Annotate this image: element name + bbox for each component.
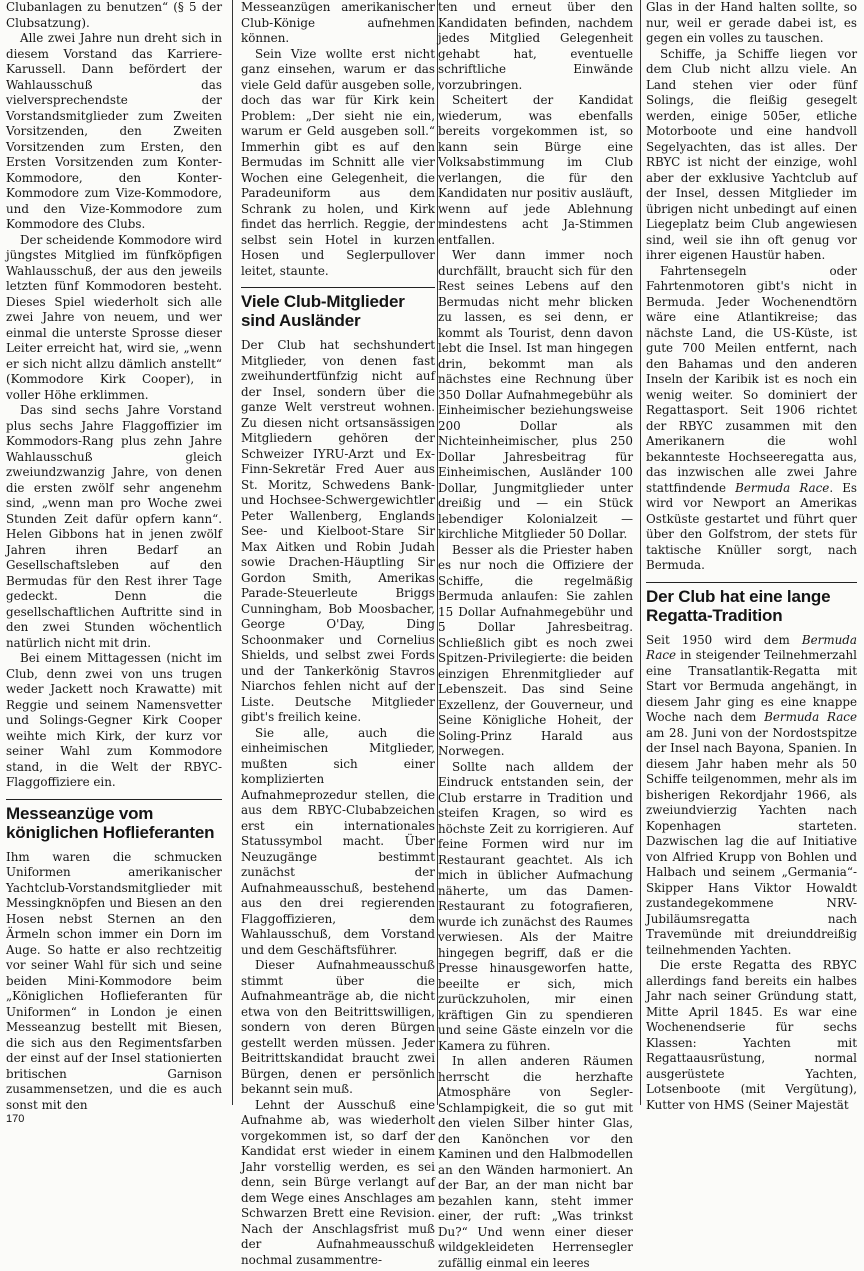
paragraph: Besser als die Priester haben es nur noch die Offiziere der Schiffe, die regelmäßig Bermuda anlaufen: Sie zahlen 15 Dollar Aufnahmegebühr und 5 Dollar Jahresbeitrag. Schließlich gibt es noch zwei Spitzen-Privilegierte: die beiden einzigen Ehrenmitglieder auf Lebenszeit. Das sind Seine Exzellenz, der Gouverneur, und Seine Königliche Hoheit, der Soling-Prinz Harald aus Norwegen.	[438, 542, 633, 758]
paragraph: Ihm waren die schmucken Uniformen amerikanischer Yachtclub-Vorstandsmitglieder mit Messingknöpfen und Biesen an den Hosen nebst Sternen an den Ärmeln schon immer ein Dorn im Auge. So hatte er also rechtzeitig vor seiner Wahl für sich und seine beiden Mini-Kommodore beim „Königlichen Hoflieferanten für Uniformen“ in London je einen Messeanzug bestellt mit Biesen, die sich aus den Regimentsfarben der einst auf der Insel stationierten britischen Garnison zusammensetzen, und die es auch sonst mit den	[6, 849, 222, 1112]
section-heading-block	[6, 799, 222, 842]
paragraph: ten und erneut über den Kandidaten befinden, nachdem jedes Mitglied Gelegenheit gehabt hat, eventuelle schriftliche Einwände vorzubringen.	[438, 0, 633, 92]
paragraph: Glas in der Hand halten sollte, so nur, weil er gerade dabei ist, es gegen ein volles zu tauschen.	[646, 0, 857, 45]
article-column-2	[241, 0, 435, 1268]
italic-title: Bermuda Race	[735, 480, 830, 495]
paragraph: Der Club hat sechshundert Mitglieder, von denen fast zweihundertfünfzig nicht auf der Insel, sondern über die ganze Welt verstreut wohnen. Zu diesen nicht ortsansässigen Mitgliedern gehören der Schweizer IYRU-Arzt und Ex-Finn-Sekretär Fred Auer aus St. Moritz, Schwedens Bank- und Hochsee-Schwergewichtler Peter Wallenberg, Englands See- und Kielboot-Stare Sir Max Aitken und Robin Judah sowie Drachen-Häuptling Sir Gordon Smith, Amerikas Parade-Steuerleute Briggs Cunningham, Bob Moosbacher, George O'Day, Ding Schoonmaker und Cornelius Shields, und selbst zwei Fords und der Tankerkönig Stavros Niarchos fehlen nicht auf der Liste. Deutsche Mitglieder gibt's freilich keine.	[241, 338, 435, 724]
paragraph: Scheitert der Kandidat wiederum, was ebenfalls bereits vorgekommen ist, so kann sein Bürge eine Volksabstimmung im Club verlangen, die für den Kandidaten nur positiv ausläuft, wenn auf jede Ablehnung mindestens acht Ja-Stimmen entfallen.	[438, 93, 633, 247]
article-column-4	[646, 0, 857, 1113]
paragraph: Bei einem Mittagessen (nicht im Club, denn zwei von uns trugen weder Jackett noch Krawatte) mit Reggie und seinem Namensvetter und Solings-Gegner Kirk Cooper weihte mich Kirk, der kurz vor seiner Wahl zum Kommodore stand, in die Welt der RBYC-Flaggoffiziere ein.	[6, 651, 222, 789]
paragraph: Sie alle, auch die einheimischen Mitglieder, mußten sich einer komplizierten Aufnahmeprozedur stellen, die aus dem RBYC-Clubabzeichen erst ein internationales Statussymbol macht. Über Neuzugänge bestimmt zunächst der Aufnahmeausschuß, bestehend aus den drei regierenden Flaggoffizieren, dem Wahlausschuß, dem Vorstand und dem Geschäftsführer.	[241, 725, 435, 957]
section-heading-block	[646, 582, 857, 625]
paragraph: Wer dann immer noch durchfällt, braucht sich für den Rest seines Lebens auf den Bermudas nicht mehr blicken zu lassen, es sei denn, er kommt als Tourist, denn davon lebt die Insel. Ist man hingegen drin, bekommt man als nächstes eine Rechnung über 350 Dollar Aufnahmegebühr als Einheimischer beziehungsweise 200 Dollar als Nichteinheimischer, plus 250 Dollar Jahresbeitrag für Einheimischen, Ausländer 100 Dollar, Jungmitglieder unter dreißig und — ein Stück lebendiger Kolonialzeit — kirchliche Mitglieder 50 Dollar.	[438, 248, 633, 541]
paragraph: Messeanzügen amerikanischer Club-Könige aufnehmen können.	[241, 0, 435, 45]
paragraph: Schiffe, ja Schiffe liegen vor dem Club nicht allzu viele. An Land stehen vier oder fünf Solings, die fleißig gesegelt werden, einige 505er, etliche Motorboote und eine handvoll Segelyachten, das ist alles. Der RBYC ist nicht der einzige, wohl aber der exklusive Yachtclub auf der Insel, dessen Mitglieder im übrigen nicht unbedingt auf einen Liegeplatz beim Club angewiesen sind, weil sie ihn oft genug vor ihrer eigenen Haustür haben.	[646, 46, 857, 262]
italic-title: Bermuda Race	[646, 632, 857, 662]
paragraph: In allen anderen Räumen herrscht die herzhafte Atmosphäre von Segler-Schlampigkeit, die so gut mit den vielen Silber hinter Glas, den Kanönchen vor den Kaminen und den Halbmodellen an den Wänden harmoniert. An der Bar, an der man nicht bar bezahlen kann, steht immer einer, der ruft: „Was trinkst Du?“ Und wenn einer dieser wildgekleideten Herrensegler zufällig einmal ein leeres	[438, 1054, 633, 1270]
section-heading: Messeanzüge vom königlichen Hoflieferanten	[6, 803, 215, 842]
column-rule	[640, 0, 641, 1105]
section-heading: Der Club hat eine lange Regatta-Tradition	[646, 586, 831, 625]
paragraph: Das sind sechs Jahre Vorstand plus sechs Jahre Flaggoffizier im Kommodors-Rang plus zehn Jahre Wahlausschuß gleich zweiundzwanzig Jahre, von denen die ersten zwölf sehr angenehm sind, „wenn man pro Woche zwei Stunden Zeit dafür opfern kann“. Helen Gibbons hat in jenen zwölf Jahren ihren Bedarf an Gesellschaftsleben auf den Bermudas für den Rest ihrer Tage gedeckt. Denn die gesellschaftlichen Auftritte sind in den zwei Stunden wöchentlich natürlich nicht mit drin.	[6, 403, 222, 650]
section-heading: Viele Club-Mitglieder sind Ausländer	[241, 292, 405, 330]
paragraph: Fahrtensegeln oder Fahrtenmotoren gibt's nicht in Bermuda. Jeder Wochenendtörn wäre eine Atlantikreise; das nächste Land, die US-Küste, ist gute 700 Meilen entfernt, nach den Bahamas und den anderen Inseln der Karibik ist es noch ein wenig weiter. So dominiert der Regattasport. Seit 1906 richtet der RBYC zusammen mit den Amerikanern die wohl bekannteste Hochseeregatta aus, das inzwischen alle zwei Jahre stattfindende Bermuda Race. Es wird vor Newport an Amerikas Ostküste gestartet und führt quer über den Golfstrom, der stets für taktische Knüller sorgt, nach Bermuda.	[646, 263, 857, 572]
column-rule	[232, 0, 233, 1105]
page-number: 170	[6, 1113, 25, 1125]
paragraph: Alle zwei Jahre nun dreht sich in diesem Vorstand das Karriere-Karussell. Dann befördert der Wahlausschuß das vielversprechendste der Vorstandsmitglieder zum Zweiten Vorsitzenden, den Zweiten Vorsitzenden zum Ersten, den Ersten Vorsitzenden zum Konter-Kommodore, den Konter-Kommodore zum Vize-Kommodore, und den Vize-Kommodore zum Kommodore des Clubs.	[6, 31, 222, 231]
paragraph: Lehnt der Ausschuß eine Aufnahme ab, was wiederholt vorgekommen ist, so darf der Kandidat erst wieder in einem Jahr vorstellig werden, es sei denn, sein Bürge verlangt auf dem Wege eines Anschlages am Schwarzen Brett eine Revision. Nach der Anschlagsfrist muß der Aufnahmeausschuß nochmal zusammentre-	[241, 1097, 435, 1267]
paragraph: Sollte nach alldem der Eindruck entstanden sein, der Club erstarre in Tradition und steifen Kragen, so wird es höchste Zeit zu korrigieren. Auf feine Formen wird nur im Restaurant geachtet. Als ich mich in üblicher Aufmachung näherte, um das Damen-Restaurant zu fotografieren, wurde ich zunächst des Raumes verwiesen. Als der Maitre hingegen begriff, daß er die Presse hinausgeworfen hatte, beeilte er sich, mich zurückzuholen, mir einen kräftigen Gin zu spendieren und seine Gäste einzeln vor die Kamera zu führen.	[438, 759, 633, 1053]
paragraph: Sein Vize wollte erst nicht ganz einsehen, warum er das viele Geld dafür ausgeben solle, doch das war für Kirk kein Problem: „Der sieht nie ein, warum er Geld ausgeben soll.“ Immerhin gibt es auf den Bermudas im Schnitt alle vier Wochen eine Gelegenheit, die Paradeuniform aus dem Schrank zu holen, und Kirk findet das herrlich. Reggie, der selbst sein Hotel in kurzen Hosen und Seglerpullover leitet, staunte.	[241, 46, 435, 278]
article-column-3	[438, 0, 633, 1271]
section-heading-block	[241, 287, 435, 330]
paragraph: Dieser Aufnahmeausschuß stimmt über die Aufnahmeanträge ab, die nicht etwa von den Beitrittswilligen, sondern von deren Bürgen gestellt werden müssen. Jeder Beitrittskandidat braucht zwei Bürgen, denen er persönlich bekannt sein muß.	[241, 958, 435, 1096]
paragraph: Clubanlagen zu benutzen“ (§ 5 der Clubsatzung).	[6, 0, 222, 30]
paragraph: Der scheidende Kommodore wird jüngstes Mitglied im fünfköpfigen Wahlausschuß, der aus den jeweils letzten fünf Kommodoren besteht. Dieses Spiel wiederholt sich alle zwei Jahre von neuem, und wer einmal die unterste Sprosse dieser Leiter erreicht hat, wird sie, „wenn er sich nicht allzu dämlich anstellt“ (Kommodore Kirk Cooper), in voller Höhe erklimmen.	[6, 232, 223, 402]
article-column-1	[6, 0, 222, 1113]
paragraph: Seit 1950 wird dem Bermuda Race in steigender Teilnehmerzahl eine Transatlantik-Regatta mit Start vor Bermuda angehängt, in diesem Jahr ging es eine knappe Woche nach dem Bermuda Race am 28. Juni von der Nordostspitze der Insel nach Bayona, Spanien. In diesem Jahr haben mehr als 50 Schiffe teilgenommen, mehr als im bisherigen Rekordjahr 1966, als zweiundvierzig Yachten nach Kopenhagen starteten. Dazwischen lag die auf Initiative von Alfried Krupp von Bohlen und Halbach und seinem „Germania“-Skipper Hans Viktor Howaldt zustandegekommene NRV-Jubiläumsregatta nach Travemünde mit dreiunddreißig teilnehmenden Yachten.	[646, 632, 857, 957]
italic-title: Bermuda Race	[764, 710, 857, 724]
paragraph: Die erste Regatta des RBYC allerdings fand bereits ein halbes Jahr nach seiner Gründung statt, Mitte April 1845. Es war eine Wochenendserie für sechs Klassen: Yachten mit Regattaausrüstung, normal ausgerüstete Yachten, Lotsenboote (mit Vergütung), Kutter von HMS (Seiner Majestät	[646, 958, 857, 1112]
